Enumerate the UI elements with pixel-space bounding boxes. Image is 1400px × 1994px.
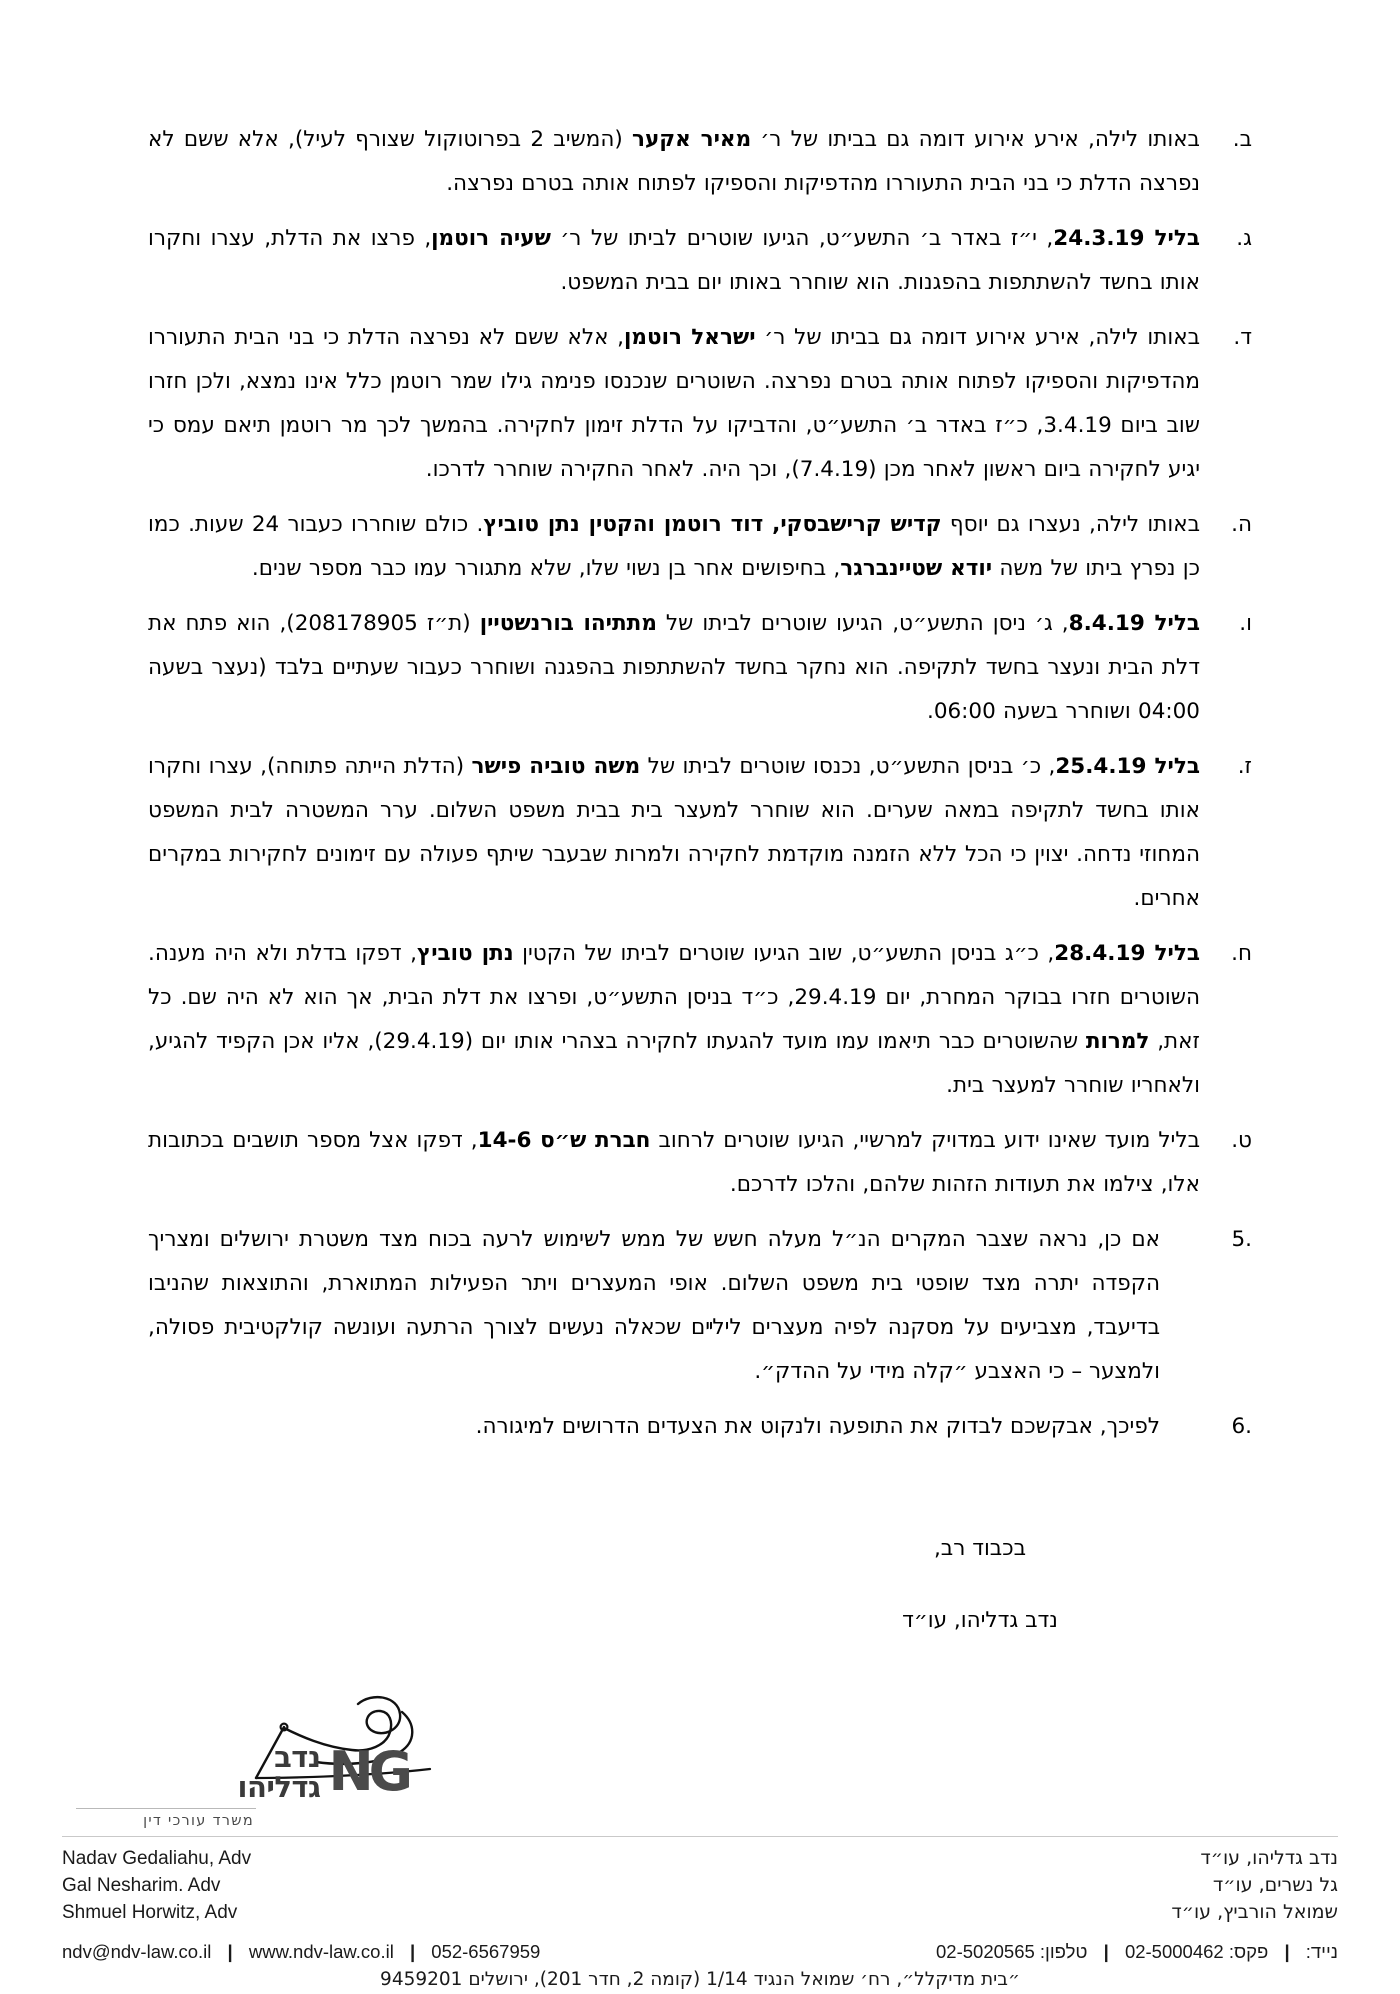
clause-item-hey <box>148 503 1252 591</box>
footer-contact-right <box>936 1938 1338 1966</box>
clause-text <box>148 602 1200 734</box>
clause-item-vav <box>148 602 1252 734</box>
separator: | <box>1103 1941 1109 1962</box>
emphasis-text: שעיה רוטמן <box>431 226 551 251</box>
numbered-paragraph-list <box>148 1218 1252 1449</box>
emphasis-text: קדיש קרישבסקי, דוד רוטמן והקטין נתן טוביץ <box>483 512 942 537</box>
closing-regards: בכבוד רב, <box>933 1536 1027 1561</box>
footer-name-he-3: שמואל הורביץ, עו״ד <box>1171 1901 1338 1923</box>
logo-subtitle: משרד עורכי דין <box>76 1808 256 1829</box>
footer <box>62 1845 1338 1990</box>
footer-name-he-1: נדב גדליהו, עו״ד <box>1200 1847 1338 1869</box>
logo-name-line1: נדב <box>274 1740 321 1774</box>
separator: | <box>227 1941 233 1962</box>
clause-text <box>148 745 1200 921</box>
plain-text: באותו לילה, אירע אירוע דומה גם בביתו של ר׳ <box>755 325 1201 350</box>
mobile-number: 052-6567959 <box>431 1941 541 1962</box>
footer-name-he-2: גל נשרים, עו״ד <box>1212 1874 1338 1896</box>
clause-text <box>148 217 1200 305</box>
clause-item-zayin <box>148 745 1252 921</box>
plain-text: , ג׳ ניסן התשע״ט, הגיעו שוטרים לביתו של <box>656 611 1069 636</box>
emphasis-text: משה טוביה פישר <box>471 754 641 779</box>
signer-name: נדב גדליהו, עו״ד <box>902 1608 1058 1633</box>
plain-text: לפיכך, אבקשכם לבדוק את התופעה ולנקוט את הצעדים הדרושים למיגורה. <box>475 1414 1160 1439</box>
plain-text: , דפקו אצל מספר תושבים בכתובות אלו, צילמו את תעודות הזהות שלהם, והלכו לדרכם. <box>148 1128 1200 1197</box>
emphasis-text: מתתיהו בורנשטיין <box>479 611 657 636</box>
plain-text: . כולם שוחררו כעבור 24 שעות. כמו כן נפרץ ביתו של משה <box>148 512 1200 581</box>
plain-text: (הדלת הייתה פתוחה), עצרו וחקרו אותו בחשד לתקיפה במאה שערים. הוא שוחרר למעצר בית בבית משפט השלום. ערר המשטרה לבית המשפט המחוזי נדחה. יצוין כי הכל ללא הזמנה מוקדמת לחקירה ולמרות שבעבר שיתף פעולה עם זימונים לחקירות במקרים אחרים. <box>148 754 1200 911</box>
numbered-item-5 <box>148 1218 1252 1394</box>
plain-text: , אלא ששם לא נפרצה הדלת כי בני הבית התעוררו מהדפיקות והספיקו לפתוח אותה בטרם נפרצה. השוטרים שנכנסו פנימה גילו שמר רוטמן כלל אינו נמצא, ולכן חזרו שוב ביום 3.4.19, כ״ז באדר ב׳ התשע״ט, והדביקו על הדלת זימון לחקירה. בהמשך לכך מר רוטמן תיאם עמס כי יגיע לחקירה ביום ראשון לאחר מכן (7.4.19), וכך היה. לאחר החקירה שוחרר לדרכו. <box>148 325 1200 482</box>
plain-text: , דפקו בדלת ולא היה מענה. השוטרים חזרו בבוקר המחרת, יום 29.4.19, כ״ד בניסן התשע״ט, ופרצו את דלת הבית, אך הוא לא היה שם. כל זאת, <box>148 941 1200 1054</box>
footer-names-hebrew <box>1171 1845 1338 1926</box>
phone-number: 02-5020565 <box>936 1941 1035 1962</box>
clause-text <box>148 118 1200 206</box>
paragraph-text <box>148 1405 1160 1449</box>
emphasis-text: בליל 24.3.19 <box>1053 226 1200 251</box>
plain-text: (המשיב 2 בפרוטוקול שצורף לעיל), אלא ששם לא נפרצה הדלת כי בני הבית התעוררו מהדפיקות והספיקו לפתוח אותה בטרם נפרצה. <box>148 127 1200 196</box>
letter-body <box>148 118 1252 1460</box>
plain-text: אם כן, נראה שצבר המקרים הנ״ל מעלה חשש של ממש לשימוש לרעה בכוח מצד משטרת ירושלים ומצריך הקפדה יתרה מצד שופטי בית משפט השלום. אופי המעצרים ויתר הפעילות המתוארת, והתוצאות שהניבו בדיעבד, מצביעים על מסקנה לפיה מעצרים לילײם שכאלה נעשים לצורך הרתעה ועונשה קולקטיבית פסולה, ולמצער – כי האצבע ״קלה מידי על ההדק״. <box>148 1227 1160 1384</box>
footer-contact-row <box>62 1938 1338 1966</box>
clause-marker: ד. <box>1233 325 1252 350</box>
plain-text: , פרצו את הדלת, עצרו וחקרו אותו בחשד להשתתפות בהפגנות. הוא שוחרר באותו יום בבית המשפט. <box>148 226 1200 295</box>
numbered-item-6 <box>148 1405 1252 1449</box>
emphasis-text: למרות <box>1085 1029 1150 1054</box>
fax-number: 02-5000462 <box>1124 1941 1224 1962</box>
footer-names-english <box>62 1845 251 1926</box>
footer-contact-left <box>62 1938 540 1966</box>
lettered-clause-list <box>148 118 1252 1207</box>
footer-name-en-1: Nadav Gedaliahu, Adv <box>62 1848 252 1869</box>
clause-text <box>148 932 1200 1108</box>
emphasis-text: בליל 8.4.19 <box>1068 611 1200 636</box>
plain-text: בליל מועד שאינו ידוע במדויק למרשיי, הגיעו שוטרים לרחוב <box>650 1128 1201 1153</box>
firm-logo <box>78 1742 408 1829</box>
paragraph-text <box>148 1218 1160 1394</box>
website-link[interactable]: www.ndv-law.co.il <box>248 1941 394 1962</box>
emphasis-text: נתן טוביץ <box>417 941 514 966</box>
clause-marker: ה. <box>1231 512 1252 537</box>
plain-text: , בחיפושים אחר בן נשוי שלו, שלא מתגורר עמו כבר מספר שנים. <box>251 556 841 581</box>
plain-text: שהשוטרים כבר תיאמו עמו מועד להגעתו לחקירה בצהרי אותו יום (29.4.19), אליו אכן הקפיד להגיע, ולאחריו שוחרר למעצר בית. <box>148 1029 1200 1098</box>
separator: | <box>1284 1941 1290 1962</box>
plain-text: , י״ז באדר ב׳ התשע״ט, הגיעו שוטרים לביתו של ר׳ <box>550 226 1054 251</box>
clause-item-dalet <box>148 316 1252 492</box>
footer-divider <box>62 1836 1338 1837</box>
emphasis-text: בליל 25.4.19 <box>1055 754 1200 779</box>
plain-text: , כ״ג בניסן התשע״ט, שוב הגיעו שוטרים לביתו של הקטין <box>513 941 1055 966</box>
mobile-label: נייד: <box>1305 1941 1338 1962</box>
logo-monogram: NG <box>328 1740 408 1803</box>
email-link[interactable]: ndv@ndv-law.co.il <box>62 1941 212 1962</box>
emphasis-text: בליל 28.4.19 <box>1054 941 1201 966</box>
clause-marker: ג. <box>1236 226 1252 251</box>
paragraph-number: 6. <box>1231 1414 1252 1439</box>
footer-name-en-2: Gal Nesharim. Adv <box>62 1875 221 1896</box>
separator: | <box>409 1941 416 1962</box>
clause-item-gimel <box>148 217 1252 305</box>
clause-marker: ז. <box>1237 754 1252 779</box>
clause-marker: ו. <box>1239 611 1252 636</box>
clause-item-bet <box>148 118 1252 206</box>
emphasis-text: מאיר אקער <box>632 127 752 152</box>
phone-label: טלפון: <box>1039 1941 1088 1962</box>
logo-name-line2: גדליהו <box>237 1770 321 1804</box>
fax-label: פקס: <box>1228 1941 1269 1962</box>
plain-text: (ת״ז 208178905), הוא פתח את דלת הבית ונעצר בחשד לתקיפה. הוא נחקר בחשד להשתתפות בהפגנה ושוחרר כעבור שעתיים בלבד (נעצר בשעה 04:00 ושוחרר בשעה 06:00. <box>148 611 1200 724</box>
clause-text <box>148 503 1200 591</box>
emphasis-text: יודא שטיינברגר <box>840 556 993 581</box>
plain-text: באותו לילה, נעצרו גם יוסף <box>941 512 1201 537</box>
closing-block <box>0 1528 1400 1642</box>
clause-item-het <box>148 932 1252 1108</box>
plain-text: , כ׳ בניסן התשע״ט, נכנסו שוטרים לביתו של <box>640 754 1056 779</box>
clause-marker: ט. <box>1231 1128 1252 1153</box>
paragraph-number: 5. <box>1231 1227 1252 1252</box>
clause-marker: ב. <box>1232 127 1252 152</box>
footer-name-en-3: Shmuel Horwitz, Adv <box>62 1902 238 1923</box>
clause-text <box>148 316 1200 492</box>
footer-address: ״בית מדיקלל״, רח׳ שמואל הנגיד 1/14 (קומה 2, חדר 201), ירושלים 9459201 <box>380 1969 1020 1990</box>
clause-item-tet <box>148 1119 1252 1207</box>
emphasis-text: ישראל רוטמן <box>624 325 756 350</box>
clause-text <box>148 1119 1200 1207</box>
emphasis-text: חברת ש״ס 14-6 <box>477 1128 651 1153</box>
clause-marker: ח. <box>1231 941 1252 966</box>
plain-text: באותו לילה, אירע אירוע דומה גם בביתו של ר׳ <box>751 127 1200 152</box>
